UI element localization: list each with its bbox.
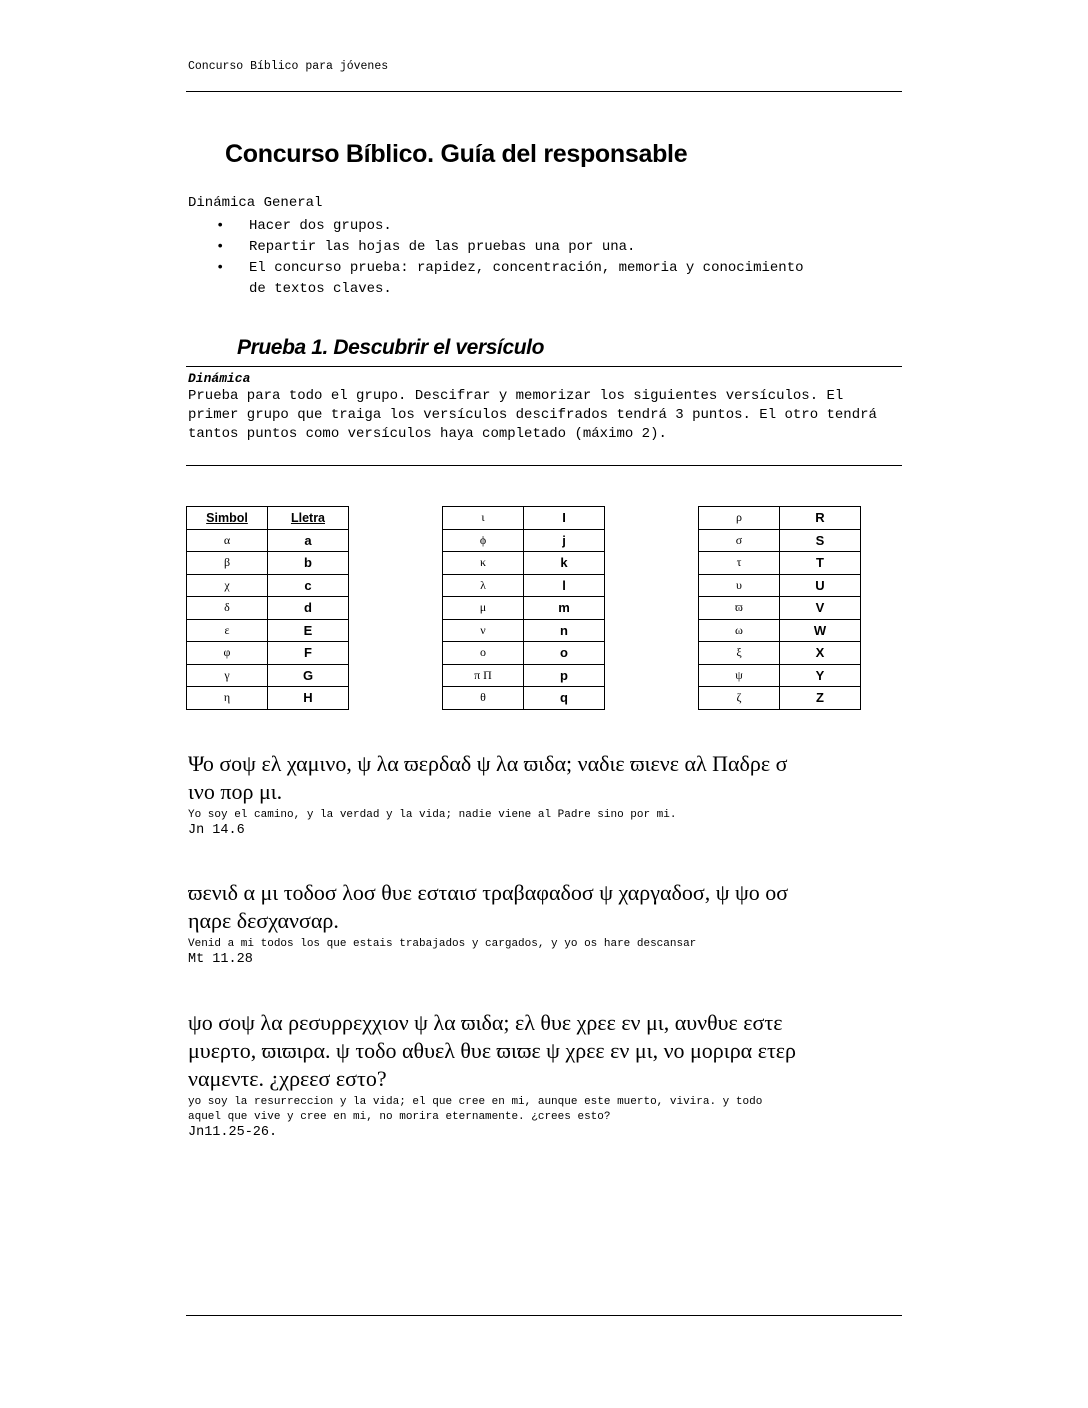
- running-header: Concurso Bíblico para jóvenes: [188, 60, 389, 73]
- symbol-cell: ω: [699, 619, 780, 642]
- symbol-cell: β: [187, 552, 268, 575]
- letter-cell: S: [780, 529, 861, 552]
- table-row: [443, 574, 605, 597]
- symbol-cell: ν: [443, 619, 524, 642]
- table-row: [443, 597, 605, 620]
- table-row: [443, 507, 605, 530]
- symbol-cell: γ: [187, 664, 268, 687]
- letter-cell: m: [524, 597, 605, 620]
- symbol-cell: υ: [699, 574, 780, 597]
- symbol-cell: δ: [187, 597, 268, 620]
- section-title: Prueba 1. Descubrir el versículo: [237, 336, 545, 359]
- intro-bullet-list: [216, 216, 816, 300]
- symbol-cell: ρ: [699, 507, 780, 530]
- table-header-row: [187, 507, 349, 530]
- table-row: [443, 529, 605, 552]
- letter-cell: p: [524, 664, 605, 687]
- table-row: [187, 642, 349, 665]
- plain-verse-line: Yo soy el camino, y la verdad y la vida; nadie viene al Padre sino por mi.: [188, 809, 677, 821]
- symbol-cell: π Π: [443, 664, 524, 687]
- letter-cell: a: [268, 529, 349, 552]
- table-row: [699, 507, 861, 530]
- letter-cell: V: [780, 597, 861, 620]
- letter-cell: j: [524, 529, 605, 552]
- letter-cell: T: [780, 552, 861, 575]
- cipher-table-3: [698, 506, 861, 710]
- table-row: [699, 687, 861, 710]
- cipher-verse-line: ψο σοψ λα ρεσυρρεχχιον ψ λα ϖιδα; ελ θυε χρεε εν μι, αυνθυε εστε: [188, 1010, 783, 1035]
- symbol-cell: η: [187, 687, 268, 710]
- letter-cell: k: [524, 552, 605, 575]
- table-row: [443, 664, 605, 687]
- table-row: [187, 552, 349, 575]
- intro-bullet-text: El concurso prueba: rapidez, concentración, memoria y conocimiento de textos claves.: [249, 260, 804, 297]
- table-row: [699, 529, 861, 552]
- intro-bullet-item: [216, 258, 816, 300]
- symbol-cell: ϖ: [699, 597, 780, 620]
- symbol-cell: ξ: [699, 642, 780, 665]
- letter-cell: R: [780, 507, 861, 530]
- symbol-cell: φ: [187, 642, 268, 665]
- cipher-verse-line: μυερτο, ϖιϖιρα. ψ τοδο αθυελ θυε ϖιϖε ψ χρεε εν μι, νο μοριρα ετερ: [188, 1038, 797, 1063]
- table-row: [699, 597, 861, 620]
- dynamics-text: Prueba para todo el grupo. Descifrar y memorizar los siguientes versículos. El primer grupo que traiga los versículos descifrados tendrá 3 puntos. El otro tendrá tantos puntos como versículos haya completado (máximo 2).: [188, 388, 877, 442]
- dynamics-box: [188, 367, 902, 444]
- letter-cell: o: [524, 642, 605, 665]
- table-row: [443, 552, 605, 575]
- verse-block-1: [188, 750, 902, 839]
- column-header-letter: Lletra: [268, 507, 349, 530]
- table-row: [443, 619, 605, 642]
- symbol-cell: ο: [443, 642, 524, 665]
- verse-reference: Mt 11.28: [188, 952, 253, 967]
- table-row: [187, 619, 349, 642]
- bullet-icon: •: [216, 260, 225, 276]
- verse-block-3: [188, 1009, 902, 1141]
- intro-bullet-item: [216, 237, 816, 258]
- table-row: [699, 664, 861, 687]
- symbol-cell: ζ: [699, 687, 780, 710]
- symbol-cell: ϕ: [443, 529, 524, 552]
- letter-cell: U: [780, 574, 861, 597]
- footer-rule: [186, 1315, 902, 1316]
- letter-cell: F: [268, 642, 349, 665]
- dynamics-bottom-rule: [186, 465, 902, 466]
- table-row: [699, 552, 861, 575]
- table-row: [699, 619, 861, 642]
- table-row: [187, 529, 349, 552]
- table-row: [443, 687, 605, 710]
- cipher-verse-line: ηαρε δεσχανσαρ.: [188, 908, 339, 933]
- table-row: [187, 687, 349, 710]
- cipher-table-2: [442, 506, 605, 710]
- intro-bullet-text: Hacer dos grupos.: [249, 218, 392, 234]
- letter-cell: d: [268, 597, 349, 620]
- symbol-cell: α: [187, 529, 268, 552]
- letter-cell: n: [524, 619, 605, 642]
- header-rule: [186, 91, 902, 92]
- table-row: [187, 597, 349, 620]
- letter-cell: Z: [780, 687, 861, 710]
- symbol-cell: κ: [443, 552, 524, 575]
- table-row: [699, 642, 861, 665]
- letter-cell: I: [524, 507, 605, 530]
- table-row: [699, 574, 861, 597]
- cipher-verse-line: ϖενιδ α μι τοδοσ λοσ θυε εσταισ τραβαφαδοσ ψ χαργαδοσ, ψ ψο οσ: [188, 880, 789, 905]
- symbol-cell: χ: [187, 574, 268, 597]
- symbol-cell: ψ: [699, 664, 780, 687]
- symbol-cell: τ: [699, 552, 780, 575]
- symbol-cell: λ: [443, 574, 524, 597]
- intro-bullet-text: Repartir las hojas de las pruebas una por una.: [249, 239, 636, 255]
- plain-verse-line: yo soy la resurreccion y la vida; el que cree en mi, aunque este muerto, vivira. y todo: [188, 1096, 763, 1108]
- letter-cell: G: [268, 664, 349, 687]
- plain-verse-line: Venid a mi todos los que estais trabajados y cargados, y yo os hare descansar: [188, 938, 697, 950]
- letter-cell: q: [524, 687, 605, 710]
- intro-label: Dinámica General: [188, 195, 323, 211]
- intro-bullet-item: [216, 216, 816, 237]
- cipher-verse-line: ναμεντε. ¿χρεεσ εστο?: [188, 1066, 387, 1091]
- dynamics-label: Dinámica: [188, 371, 251, 386]
- bullet-icon: •: [216, 239, 225, 255]
- table-row: [443, 642, 605, 665]
- symbol-cell: ε: [187, 619, 268, 642]
- verse-block-2: [188, 879, 902, 968]
- letter-cell: W: [780, 619, 861, 642]
- cipher-table-1: [186, 506, 349, 710]
- verse-reference: Jn11.25-26.: [188, 1125, 278, 1140]
- letter-cell: H: [268, 687, 349, 710]
- symbol-cell: μ: [443, 597, 524, 620]
- column-header-symbol: Simbol: [187, 507, 268, 530]
- table-row: [187, 664, 349, 687]
- letter-cell: l: [524, 574, 605, 597]
- letter-cell: Y: [780, 664, 861, 687]
- table-row: [187, 574, 349, 597]
- letter-cell: X: [780, 642, 861, 665]
- letter-cell: b: [268, 552, 349, 575]
- symbol-cell: θ: [443, 687, 524, 710]
- letter-cell: c: [268, 574, 349, 597]
- bullet-icon: •: [216, 218, 225, 234]
- symbol-cell: ι: [443, 507, 524, 530]
- plain-verse-line: aquel que vive y cree en mi, no morira eternamente. ¿crees esto?: [188, 1111, 611, 1123]
- cipher-verse-line: Ψο σοψ ελ χαμινο, ψ λα ϖερδαδ ψ λα ϖιδα; ναδιε ϖιενε αλ Παδρε σ: [188, 751, 788, 776]
- cipher-verse-line: ινο πορ μι.: [188, 779, 283, 804]
- document-title: Concurso Bíblico. Guía del responsable: [225, 140, 688, 168]
- letter-cell: E: [268, 619, 349, 642]
- symbol-cell: σ: [699, 529, 780, 552]
- verse-reference: Jn 14.6: [188, 823, 245, 838]
